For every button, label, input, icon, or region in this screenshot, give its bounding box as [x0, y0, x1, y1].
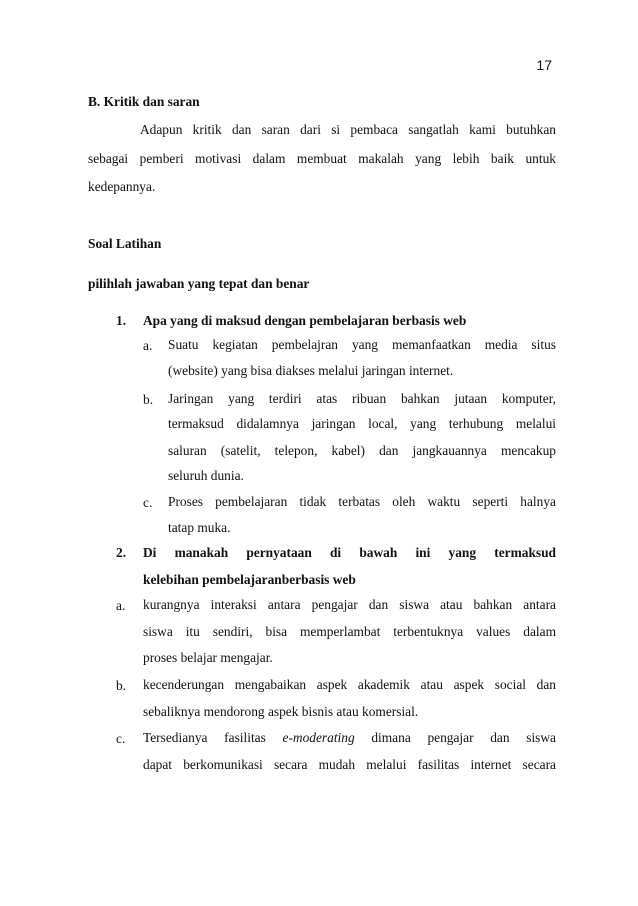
option-line: Proses pembelajaran tidak terbatas oleh waktu seperti halnya — [168, 494, 556, 509]
paragraph-line: sebagai pemberi motivasi dalam membuat makalah yang lebih baik untuk — [88, 151, 556, 166]
option-line: tatap muka. — [168, 520, 231, 535]
option-line: Jaringan yang terdiri atas ribuan bahkan jutaan komputer, — [168, 391, 556, 406]
option-marker: c. — [116, 731, 126, 746]
option-line: kurangnya interaksi antara pengajar dan siswa atau bahkan antara — [143, 597, 556, 612]
paragraph-line: Adapun kritik dan saran dari si pembaca sangatlah kami butuhkan — [140, 122, 556, 137]
question-number: 1. — [116, 313, 127, 328]
option-marker: c. — [143, 495, 153, 510]
question-number: 2. — [116, 545, 127, 560]
option-line: proses belajar mengajar. — [143, 650, 273, 665]
question-text: Apa yang di maksud dengan pembelajaran berbasis web — [143, 313, 467, 328]
option-emphasis: e-moderating — [282, 730, 355, 745]
option-line: dapat berkomunikasi secara mudah melalui fasilitas internet secara — [143, 757, 556, 772]
option-line: sebaliknya mendorong aspek bisnis atau komersial. — [143, 704, 419, 719]
option-marker: b. — [143, 392, 154, 407]
option-line: siswa itu sendiri, bisa memperlambat terbentuknya values dalam — [143, 624, 556, 639]
option-line: Suatu kegiatan pembelajran yang memanfaatkan media situs — [168, 337, 556, 352]
instruction-text: pilihlah jawaban yang tepat dan benar — [88, 276, 310, 291]
option-line: kecenderungan mengabaikan aspek akademik atau aspek social dan — [143, 677, 556, 692]
question-text: kelebihan pembelajaranberbasis web — [143, 572, 356, 587]
option-marker: a. — [116, 598, 126, 613]
option-text: dimana pengajar dan siswa — [354, 730, 556, 745]
section-heading-kritik: B. Kritik dan saran — [88, 94, 200, 109]
page-number: 17 — [536, 57, 552, 73]
option-line: termaksud didalamnya jaringan local, yang terhubung melalui — [168, 416, 556, 431]
option-line: seluruh dunia. — [168, 468, 244, 483]
option-marker: a. — [143, 338, 153, 353]
option-text: Tersedianya fasilitas — [143, 730, 283, 745]
option-marker: b. — [116, 678, 127, 693]
option-line: (website) yang bisa diakses melalui jaringan internet. — [168, 363, 454, 378]
paragraph-line: kedepannya. — [88, 179, 156, 194]
option-line: saluran (satelit, telepon, kabel) dan jangkauannya mencakup — [168, 443, 556, 458]
option-line — [143, 724, 556, 752]
section-heading-soal: Soal Latihan — [88, 236, 162, 251]
question-text: Di manakah pernyataan di bawah ini yang termaksud — [143, 545, 556, 560]
